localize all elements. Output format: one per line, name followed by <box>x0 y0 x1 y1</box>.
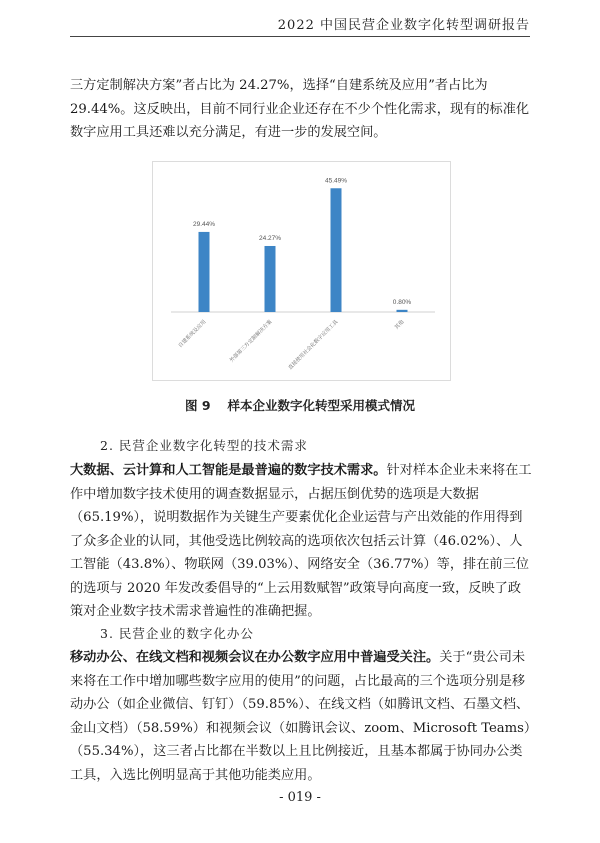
category-label-0: 自建系统及应用 <box>177 319 208 350</box>
section-3-paragraph <box>70 646 532 787</box>
category-label-3: 其他 <box>393 319 406 331</box>
bar-value-label-1: 24.27% <box>258 234 282 242</box>
bar-2 <box>331 188 342 312</box>
figure-caption: 图 9 样本企业数字化转型采用模式情况 <box>185 398 415 413</box>
category-label-1: 外部第三方定制解决方案 <box>228 319 274 364</box>
category-label-2: 直接使用社会化数字应用工具 <box>287 319 340 372</box>
running-header: 2022 中国民营企业数字化转型调研报告 <box>277 18 530 33</box>
chart-svg <box>153 162 450 380</box>
bar-1 <box>265 246 276 312</box>
bar-value-label-3: 0.80% <box>392 298 412 306</box>
bar-3 <box>397 310 408 312</box>
section-3-body: 关于“贵公司未来将在工作中增加哪些数字应用的使用”的问题，占比最高的三个选项分别是移动办公（如企业微信、钉钉）（59.85%）、在线文档（如腾讯文档、石墨文档、金山文档）（58.59%）和视频会议（如腾讯会议、zoom、Microsoft Teams）（55.34%），这三者占比都在半数以上且比例接近，且基本都属于协同办公类工具，入选比例明显高于其他功能类应用。 <box>70 650 531 783</box>
bar-chart <box>152 161 451 381</box>
page-number: - 019 - <box>279 790 321 805</box>
section-2-paragraph <box>70 459 532 624</box>
bar-value-label-0: 29.44% <box>192 220 216 228</box>
header-rule <box>70 36 530 37</box>
section-2-lead: 大数据、云计算和人工智能是最普遍的数字技术需求。 <box>70 463 387 478</box>
bar-value-label-2: 45.49% <box>324 177 348 185</box>
bar-0 <box>199 232 210 312</box>
section-3-lead: 移动办公、在线文档和视频会议在办公数字应用中普遍受关注。 <box>70 650 440 665</box>
section-3-heading: 3. 民营企业的数字化办公 <box>100 626 254 641</box>
section-2-body: 针对样本企业未来将在工作中增加数字技术使用的调查数据显示，占据压倒优势的选项是大数据（65.19%），说明数据作为关键生产要素优化企业运营与产出效能的作用得到了众多企业的认同，其他受选比例较高的选项依次包括云计算（46.02%）、人工智能（43.8%）、物联网（39.03%）、网络安全（36.77%）等，排在前三位的选项与 2020 年发改委倡导的“上云用数赋智”政策导向高度一致，反映了政策对企业数字技术需求普遍性的准确把握。 <box>70 463 532 619</box>
section-2-heading: 2. 民营企业数字化转型的技术需求 <box>100 438 308 453</box>
intro-paragraph: 三方定制解决方案”者占比为 24.27%，选择“自建系统及应用”者占比为 29.44%。这反映出，目前不同行业企业还存在不少个性化需求，现有的标准化数字应用工具还难以充分满足，有进一步的发展空间。 <box>70 78 530 140</box>
